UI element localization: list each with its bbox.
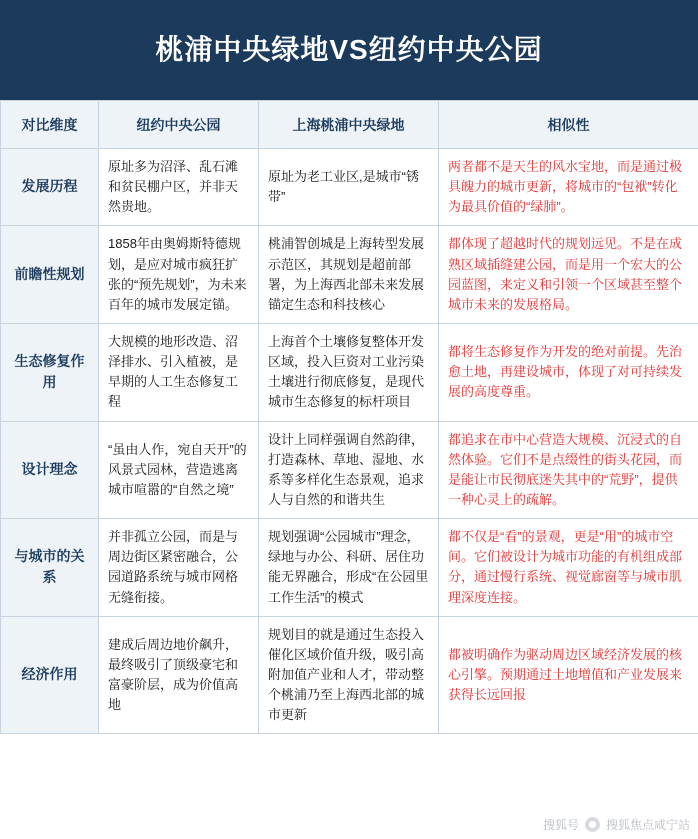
sohu-logo-icon [585,817,600,832]
row-dimension: 生态修复作用 [1,323,99,421]
row-sh-cell: 原址为老工业区,是城市“锈带” [259,149,439,226]
watermark-text: 搜狐号 [542,818,579,832]
table-row [1,519,698,617]
column-header-sh: 上海桃浦中央绿地 [259,101,439,149]
row-similarity-cell: 都体现了超越时代的规划远见。不是在成熟区域插缝建公园，而是用一个宏大的公园蓝图，来定义和引领一个区域甚至整个城市未来的发展格局。 [439,226,698,324]
row-sh-cell: 规划目的就是通过生态投入催化区域价值升级，吸引高附加值产业和人才，带动整个桃浦乃至上海西北部的城市更新 [259,616,439,734]
table-row [1,149,698,226]
row-similarity-cell: 都被明确作为驱动周边区域经济发展的核心引擎。预期通过土地增值和产业发展来获得长远回报 [439,616,698,734]
page-title: 桃浦中央绿地VS纽约中央公园 [155,34,543,66]
row-similarity-cell: 都追求在市中心营造大规模、沉浸式的自然体验。它们不是点缀性的街头花园，而是能让市民彻底迷失其中的“荒野”，提供一种心灵上的疏解。 [439,421,698,519]
row-dimension: 与城市的关系 [1,519,99,617]
row-dimension: 发展历程 [1,149,99,226]
row-ny-cell: 建成后周边地价飙升，最终吸引了顶级豪宅和富豪阶层，成为价值高地 [99,616,259,734]
row-dimension: 设计理念 [1,421,99,519]
table-row [1,226,698,324]
row-ny-cell: 并非孤立公园，而是与周边街区紧密融合，公园道路系统与城市网格无缝衔接。 [99,519,259,617]
column-header-ny: 纽约中央公园 [99,101,259,149]
row-sh-cell: 设计上同样强调自然韵律，打造森林、草地、湿地、水系等多样化生态景观，追求人与自然的和谐共生 [259,421,439,519]
row-ny-cell: 大规模的地形改造、沼泽排水、引入植被，是早期的人工生态修复工程 [99,323,259,421]
page-title-bar [0,0,698,100]
row-dimension: 经济作用 [1,616,99,734]
table-row [1,616,698,734]
column-header-similarity: 相似性 [439,101,698,149]
row-dimension: 前瞻性规划 [1,226,99,324]
table-row [1,323,698,421]
table-header-row [1,101,698,149]
comparison-table [0,100,698,734]
table-row [1,421,698,519]
watermark [543,816,690,833]
row-similarity-cell: 都不仅是“看”的景观，更是“用”的城市空间。它们被设计为城市功能的有机组成部分，通过慢行系统、视觉廊窗等与城市肌理深度连接。 [439,519,698,617]
watermark-brand: 搜狐焦点咸宁站 [605,818,690,832]
row-similarity-cell: 都将生态修复作为开发的绝对前提。先治愈土地，再建设城市，体现了对可持续发展的高度尊重。 [439,323,698,421]
row-sh-cell: 上海首个土壤修复整体开发区域，投入巨资对工业污染土壤进行彻底修复，是现代城市生态修复的标杆项目 [259,323,439,421]
column-header-dimension: 对比维度 [1,101,99,149]
row-ny-cell: 原址多为沼泽、乱石滩和贫民棚户区，并非天然贵地。 [99,149,259,226]
row-similarity-cell: 两者都不是天生的风水宝地，而是通过极具魄力的城市更新，将城市的“包袱”转化为最具价值的“绿肺”。 [439,149,698,226]
row-sh-cell: 桃浦智创城是上海转型发展示范区，其规划是超前部署，为上海西北部未来发展锚定生态和科技核心 [259,226,439,324]
row-sh-cell: 规划强调“公园城市”理念，绿地与办公、科研、居住功能无界融合，形成“在公园里工作生活”的模式 [259,519,439,617]
table-body [1,149,698,734]
table-header [1,101,698,149]
row-ny-cell: “虽由人作，宛自天开”的风景式园林，营造逃离城市喧嚣的“自然之境” [99,421,259,519]
row-ny-cell: 1858年由奥姆斯特德规划，是应对城市疯狂扩张的“预先规划”，为未来百年的城市发展定锚。 [99,226,259,324]
